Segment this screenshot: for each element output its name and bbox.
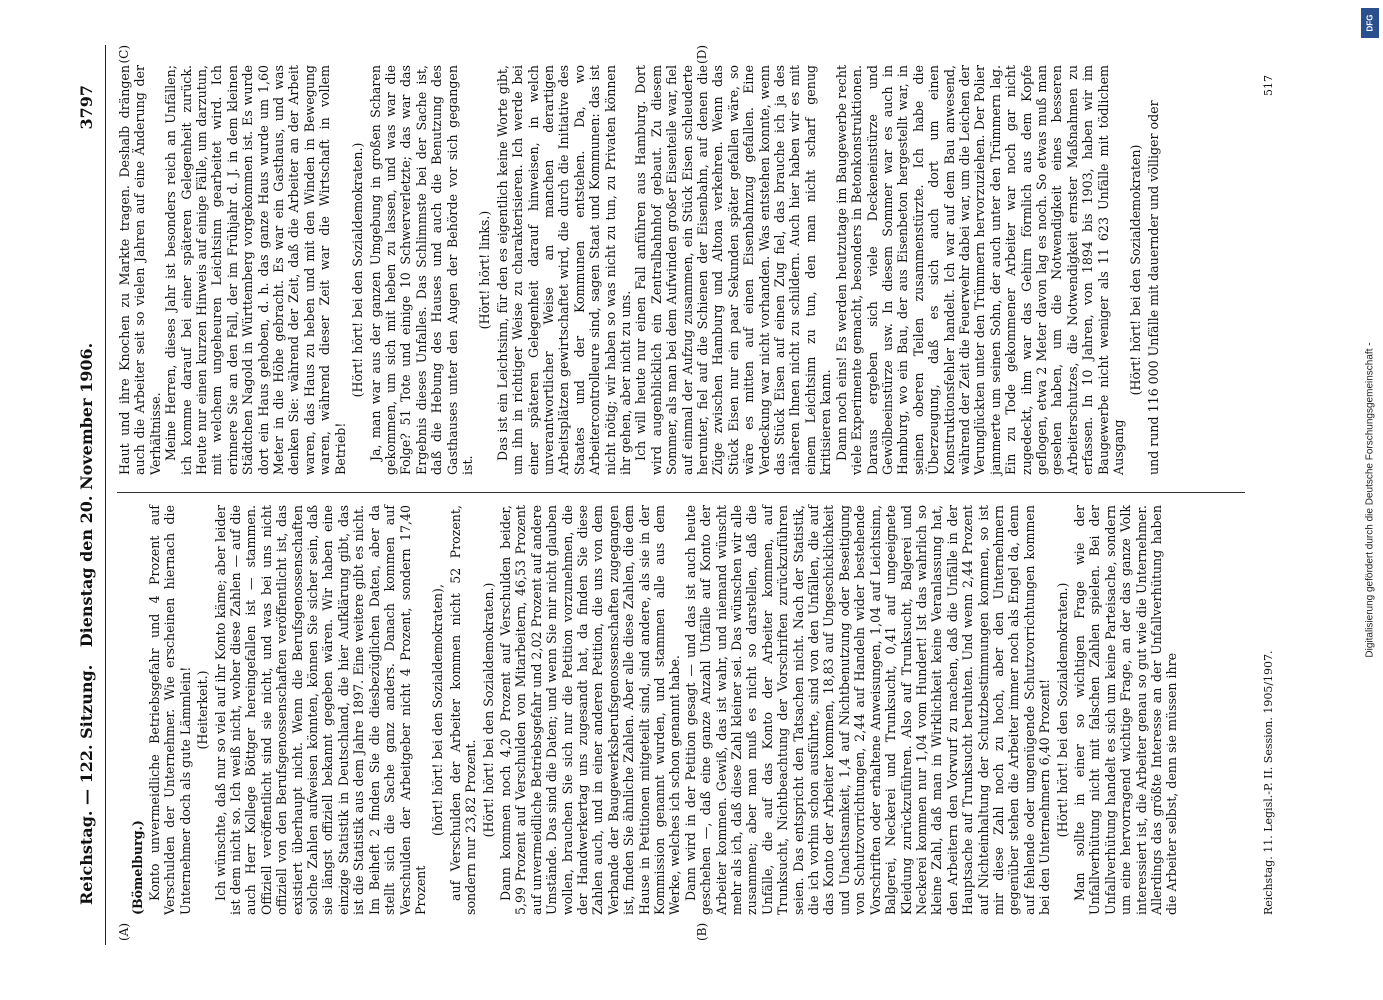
page-number: 3797 [77, 85, 96, 130]
paragraph: Haut und ihre Knochen zu Markte tragen. Deshalb drängen auch die Arbeiter seit so vielen Jahren auf eine Änderung der Verhältnisse. [117, 65, 163, 475]
text-column-left [117, 505, 1245, 915]
paragraph: auf Verschulden der Arbeiter kommen nicht 52 Prozent, sondern nur 23,82 Prozent. [447, 505, 479, 915]
paragraph: Meine Herren, dieses Jahr ist besonders reich an Unfällen; ich komme darauf bei einer späteren Gelegenheit zurück. Heute nur einen kurzen Hinweis auf einige Fälle, um darzutun, mit welchem ungeheuren Leichtsinn gearbeitet wird. Ich erinnere Sie an den Fall, der im Frühjahr d. J. in dem kleinen Städtchen Nagold in Württemberg vorgekommen ist. Es wurde dort ein Haus gehoben, d. h. das ganze Haus wurde um 1,60 Meter in die Höhe gebracht. Es war ein Gasthaus, und was denken Sie: während der Zeit, daß die Arbeiter an der Arbeit waren, das Haus zu heben und mit den Winden in Bewegung waren, während dieser Zeit war die Wirtschaft in vollem Betrieb! [163, 65, 348, 475]
interjection: (Hört! hört! bei den Sozialdemokraten.) [350, 142, 366, 398]
margin-marker-a: (A) [117, 922, 131, 941]
digitization-credit [1363, 10, 1377, 990]
interjection: (Hört! hört! bei den Sozialdemokraten) [1128, 144, 1144, 396]
paragraph: Dann kommen noch 4,20 Prozent auf Verschulden beider, 5,99 Prozent auf Verschulden von Mitarbeitern, 46,53 Prozent auf unvermeidliche Betriebsgefahr und 2,02 Prozent auf andere Umstände. Das sind die Daten; und wenn Sie mir nicht glauben wollen, brauchen Sie sich nur die Petition vorzunehmen, die der Handwerkertag uns zugesandt hat, da finden Sie diese Zahlen auch, und in einer anderen Petition, die uns von dem Verbande der Baugewerksberufsgenossenschaften zugegangen ist, finden Sie ähnliche Zahlen. Aber alle diese Zahlen, die dem Hause in Petitionen mitgeteilt sind, sind andere, als sie in der Kommission genannt wurden, und stammen alle aus dem Werke, welches ich schon genannt habe. [497, 505, 683, 915]
dfg-logo-text: DFG [1365, 14, 1375, 32]
margin-marker-b: (B) [695, 922, 709, 941]
paragraph: Man sollte in einer so wichtigen Frage wie der Unfallverhütung nicht mit falschen Zahlen spielen. Bei der Unfallverhütung handelt es sich um keine Parteisache, sondern um eine hervorragend wichtige Frage, an der das ganze Volk interessiert ist, die Arbeiter genau so gut wie die Unternehmer. Allerdings das größte Interesse an der Unfallverhütung haben die Arbeiter selbst, denn sie müssen ihre [1071, 505, 1180, 915]
interjection: (Hört! hört! links.) [477, 210, 493, 330]
scanned-page [55, 45, 1305, 945]
paragraph: und rund 116 000 Unfälle mit dauernder und völliger oder [1145, 100, 1161, 475]
header-center: Dienstag den 20. November 1906. [77, 342, 96, 648]
paragraph: Ja, man war aus der ganzen Umgebung in großen Scharen gekommen, um sich mit heben zu lassen, und was war die Folge? 51 Tote und einige 10 Schwerverletzte; das war das Ergebnis dieses Unfalles. Das Schlimmste bei der Sache ist, daß die Hebung des Hauses und auch die Benutzung des Gasthauses unter den Augen der Behörde vor sich gegangen ist. [367, 65, 475, 475]
column-divider [117, 492, 1245, 493]
paragraph: Ich wünschte, daß nur so viel auf ihr Konto käme; aber leider ist dem nicht so. Ich weiß nicht, woher diese Zahlen — auf die auch Herr Kollege Böttger hereingefallen ist — stammen. Offiziell veröffentlicht sind sie nicht, und was bei uns nicht offiziell von den Berufsgenossenschaften veröffentlicht ist, das existiert überhaupt nicht. Wenn die Berufsgenossenschaften solche Zahlen aufweisen könnten, können Sie sicher sein, daß sie längst offiziell bekannt gegeben wären. Wir haben eine einzige Statistik in Deutschland, die hier Aufklärung gibt, das ist die Statistik aus dem Jahre 1897. Eine weitere gibt es nicht. Im Beiheft 2 finden Sie die diesbezüglichen Daten, aber da stellt sich die Sache ganz anders. Danach kommen auf Verschulden der Arbeitgeber nicht 4 Prozent, sondern 17,40 Prozent [212, 505, 428, 915]
margin-marker-c: (C) [117, 45, 131, 64]
credit-text: Digitalisierung gefördert durch die Deutsche Forschungsgemeinschaft - [1364, 342, 1376, 658]
page-content [55, 45, 1305, 945]
paragraph: Konto unvermeidliche Betriebsgefahr und 4 Prozent auf Verschulden der Unternehmer. Wie erscheinen hiernach die Unternehmer doch als gute Lämmlein! [147, 505, 193, 915]
paragraph: Dann wird in der Petition gesagt — und das ist auch heute geschehen —, daß eine ganze Anzahl Unfälle auf Konto der Arbeiter kommen. Gewiß, das ist wahr, und niemand wünscht mehr als ich, daß diese Zahl kleiner sei. Das wünschen wir alle zusammen; aber man muß es nicht so darstellen, daß die Unfälle, die auf das Konto der Arbeiter kommen, auf Trunksucht, Nichtbeachtung der Vorschriften zurückzuführen seien. Das entspricht den Tatsachen nicht. Nach der Statistik, die ich vorhin schon ausführte, sind von den Unfällen, die auf das Konto der Arbeiter kommen, 18,83 auf Ungeschicklichkeit und Unachtsamkeit, 1,4 auf Nichtbenutzung oder Beseitigung von Schutzvorrichtungen, 2,44 auf Handeln wider bestehende Vorschriften oder erhaltene Anweisungen, 1,04 auf Leichtsinn, Balgerei, Neckerei und Trunksucht, 0,41 auf ungeeignete Kleidung zurückzuführen. Also auf Trunksucht, Balgerei und Neckerei kommen nur 1,04 vom Hundert! Ist das wahrlich so kleine Zahl, daß man in Wirklichkeit keine Veranlassung hat, den Arbeitern den Vorwurf zu machen, daß die Unfälle in der Hauptsache auf Trunksucht beruhten. Und wenn 2,44 Prozent auf Nichteinhaltung der Schutzbestimmungen kommen, so ist mir diese Zahl noch zu hoch, aber den Unternehmern gegenüber stehen die Arbeiter immer noch als Engel da, denn auf fehlende oder ungenügende Schutzvorrichtungen kommen bei den Unternehmern 6,40 Prozent! [682, 505, 1053, 915]
paragraph: Ich will heute nur einen Fall anführen aus Hamburg. Dort wird augenblicklich ein Zentralbahnhof gebaut. Zu diesem Sommer, als man bei dem Aufwinden großer Eisenteile war, fiel auf einmal der Aufzug zusammen, ein Stück Eisen schleuderte herunter, fiel auf die Schienen der Eisenbahn, auf denen die Züge zwischen Hamburg und Altona verkehren. Wenn das Stück Eisen nur ein paar Sekunden später gefallen wäre, so wäre es mitten auf einen Eisenbahnzug gefallen. Eine Verdeckung war nicht vorhanden. Was entstehen konnte, wenn das Stück Eisen auf einen Zug fiel, das brauche ich ja des näheren Ihnen nicht zu schildern. Auch hier haben wir es mit einem Leichtsinn zu tun, den man nicht scharf genug kritisieren kann. [633, 65, 834, 475]
page-header [75, 45, 106, 945]
interjection: (Heiterkeit.) [195, 670, 211, 750]
footer-signature: Reichstag. 11. Legisl.-P. II. Session. 1905/1907. [1262, 650, 1275, 915]
dfg-logo [1361, 8, 1379, 38]
paragraph: Dann noch eins! Es werden heutzutage im Baugewerbe recht viele Experimente gemacht, besonders in Betonkonstruktionen. Daraus ergeben sich viele Deckeneinstürze und Gewölbeeinstürze usw. In diesem Sommer war es auch in Hamburg, wo ein Bau, der aus Eisenbeton hergestellt war, in seinen oberen Teilen zusammenstürzte. Ich habe die Überzeugung, daß es sich auch dort um einen Konstruktionsfehler handelt. Ich war auf dem Bau anwesend, während der Zeit die Feuerwehr dabei war, um die Leichen der Verunglückten unter den Trümmern hervorzuziehen. Der Polier jammerte um seinen Sohn, der auch unter den Trümmern lag. Ein zu Tode gekommener Arbeiter war noch gar nicht zugedeckt, ihm war das Gehirn förmlich aus dem Kopfe geflogen, etwa 2 Meter davon lag es noch. So etwas muß man gesehen haben, um die Notwendigkeit eines besseren Arbeiterschutzes, die Notwendigkeit ernster Maßnahmen zu erfassen. In 10 Jahren, von 1894 bis 1903, haben wir im Baugewerbe nicht weniger als 11 623 Unfälle mit tödlichem Ausgang [833, 65, 1126, 475]
interjection: (Hört! hört! bei den Sozialdemokraten.) [480, 582, 496, 838]
interjection: (hört! hört! bei den Sozialdemokraten), [430, 584, 446, 836]
text-column-right [117, 65, 1245, 475]
footer-sheet-number: 517 [1262, 75, 1275, 96]
margin-marker-d: (D) [695, 45, 709, 64]
interjection: (Hört! hört! bei den Sozialdemokraten.) [1054, 582, 1070, 838]
header-left: Reichstag. — 122. Sitzung. [77, 664, 96, 905]
speaker-name: (Bömelburg.) [129, 820, 145, 915]
paragraph: Das ist ein Leichtsinn, für den es eigentlich keine Worte gibt, um ihn in richtiger Weise zu charakterisieren. Ich werde bei einer späteren Gelegenheit darauf hinweisen, in welch unverantwortlicher Weise an manchen derartigen Arbeitsplätzen gewirtschaftet wird, die durch die Initiative des Staates und der Kommunen entstehen. Da, wo Arbeitercontrolleure sind, sagen Staat und Kommunen: das ist nicht nötig; wir haben so was nicht zu tun, zu Privaten können ihr gehen, aber nicht zu uns. [494, 65, 633, 475]
